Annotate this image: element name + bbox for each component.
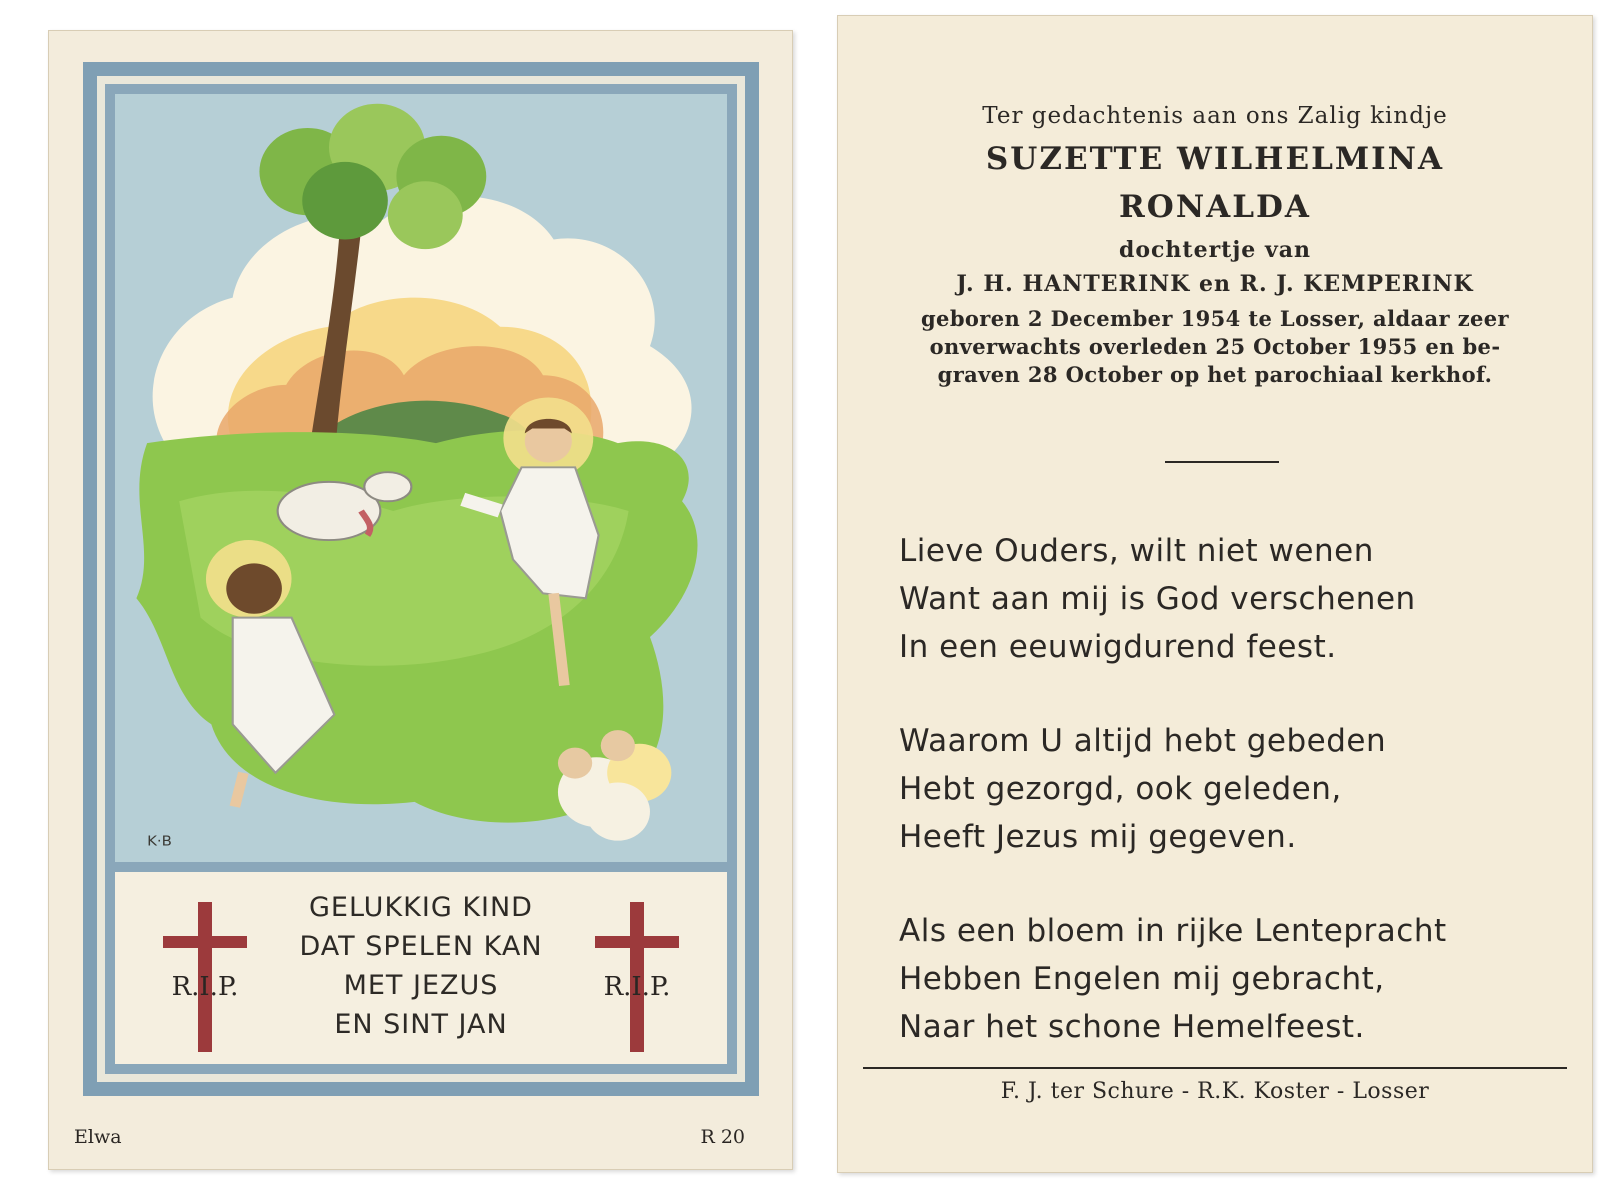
name-line: RONALDA <box>1119 189 1311 225</box>
prayer-card-back <box>837 15 1593 1173</box>
life-dates <box>837 305 1593 389</box>
divider-long <box>863 1067 1567 1069</box>
memorial-header <box>837 103 1593 389</box>
poem-line: Lieve Ouders, wilt niet wenen <box>899 533 1374 569</box>
life-line: geboren 2 December 1954 te Losser, aldaar zeer <box>920 306 1510 331</box>
prayer-card-front <box>48 30 793 1170</box>
printer-footer: F. J. ter Schure - R.K. Koster - Losser <box>1000 1079 1430 1104</box>
poem-line: Heeft Jezus mij gegeven. <box>899 819 1297 855</box>
poem-stanza <box>899 527 1563 671</box>
name-line: SUZETTE WILHELMINA <box>985 141 1445 177</box>
poem-line: Als een bloem in rijke Lentepracht <box>899 913 1447 949</box>
in-memory-line: Ter gedachtenis aan ons Zalig kindje <box>982 103 1448 129</box>
motto-line: GELUKKIG KIND <box>309 892 533 923</box>
rip-label-left: R.I.P. <box>171 972 239 1002</box>
deceased-name <box>837 135 1593 231</box>
illustration-svg <box>115 94 727 862</box>
series-number: R 20 <box>700 1126 745 1148</box>
life-line: onverwachts overleden 25 October 1955 en be- <box>929 334 1501 359</box>
motto-line: EN SINT JAN <box>334 1009 508 1040</box>
poem-line: Hebben Engelen mij gebracht, <box>899 961 1385 997</box>
poem-stanza <box>899 907 1563 1051</box>
poem-line: Waarom U altijd hebt gebeden <box>899 723 1387 759</box>
parents-line: J. H. HANTERINK en R. J. KEMPERINK <box>956 271 1474 297</box>
rip-label-right: R.I.P. <box>603 972 671 1002</box>
poem-stanza <box>899 717 1563 861</box>
poem <box>899 527 1563 1097</box>
divider-short <box>1165 461 1279 463</box>
motto-panel <box>115 872 727 1064</box>
card-border <box>83 62 759 1096</box>
life-line: graven 28 October op het parochiaal kerkhof. <box>937 362 1493 387</box>
poem-line: Hebt gezorgd, ook geleden, <box>899 771 1342 807</box>
motto-line: DAT SPELEN KAN <box>299 931 543 962</box>
publisher-mark: Elwa <box>74 1126 122 1148</box>
poem-line: Naar het schone Hemelfeest. <box>899 1009 1365 1045</box>
poem-line: Want aan mij is God verschenen <box>899 581 1416 617</box>
daughter-of-line: dochtertje van <box>1118 237 1311 263</box>
motto-line: MET JEZUS <box>343 970 499 1001</box>
cross-right <box>587 902 687 1052</box>
illustration-children-playing <box>115 94 727 862</box>
artist-monogram: K·B <box>147 834 172 850</box>
poem-line: In een eeuwigdurend feest. <box>899 629 1337 665</box>
